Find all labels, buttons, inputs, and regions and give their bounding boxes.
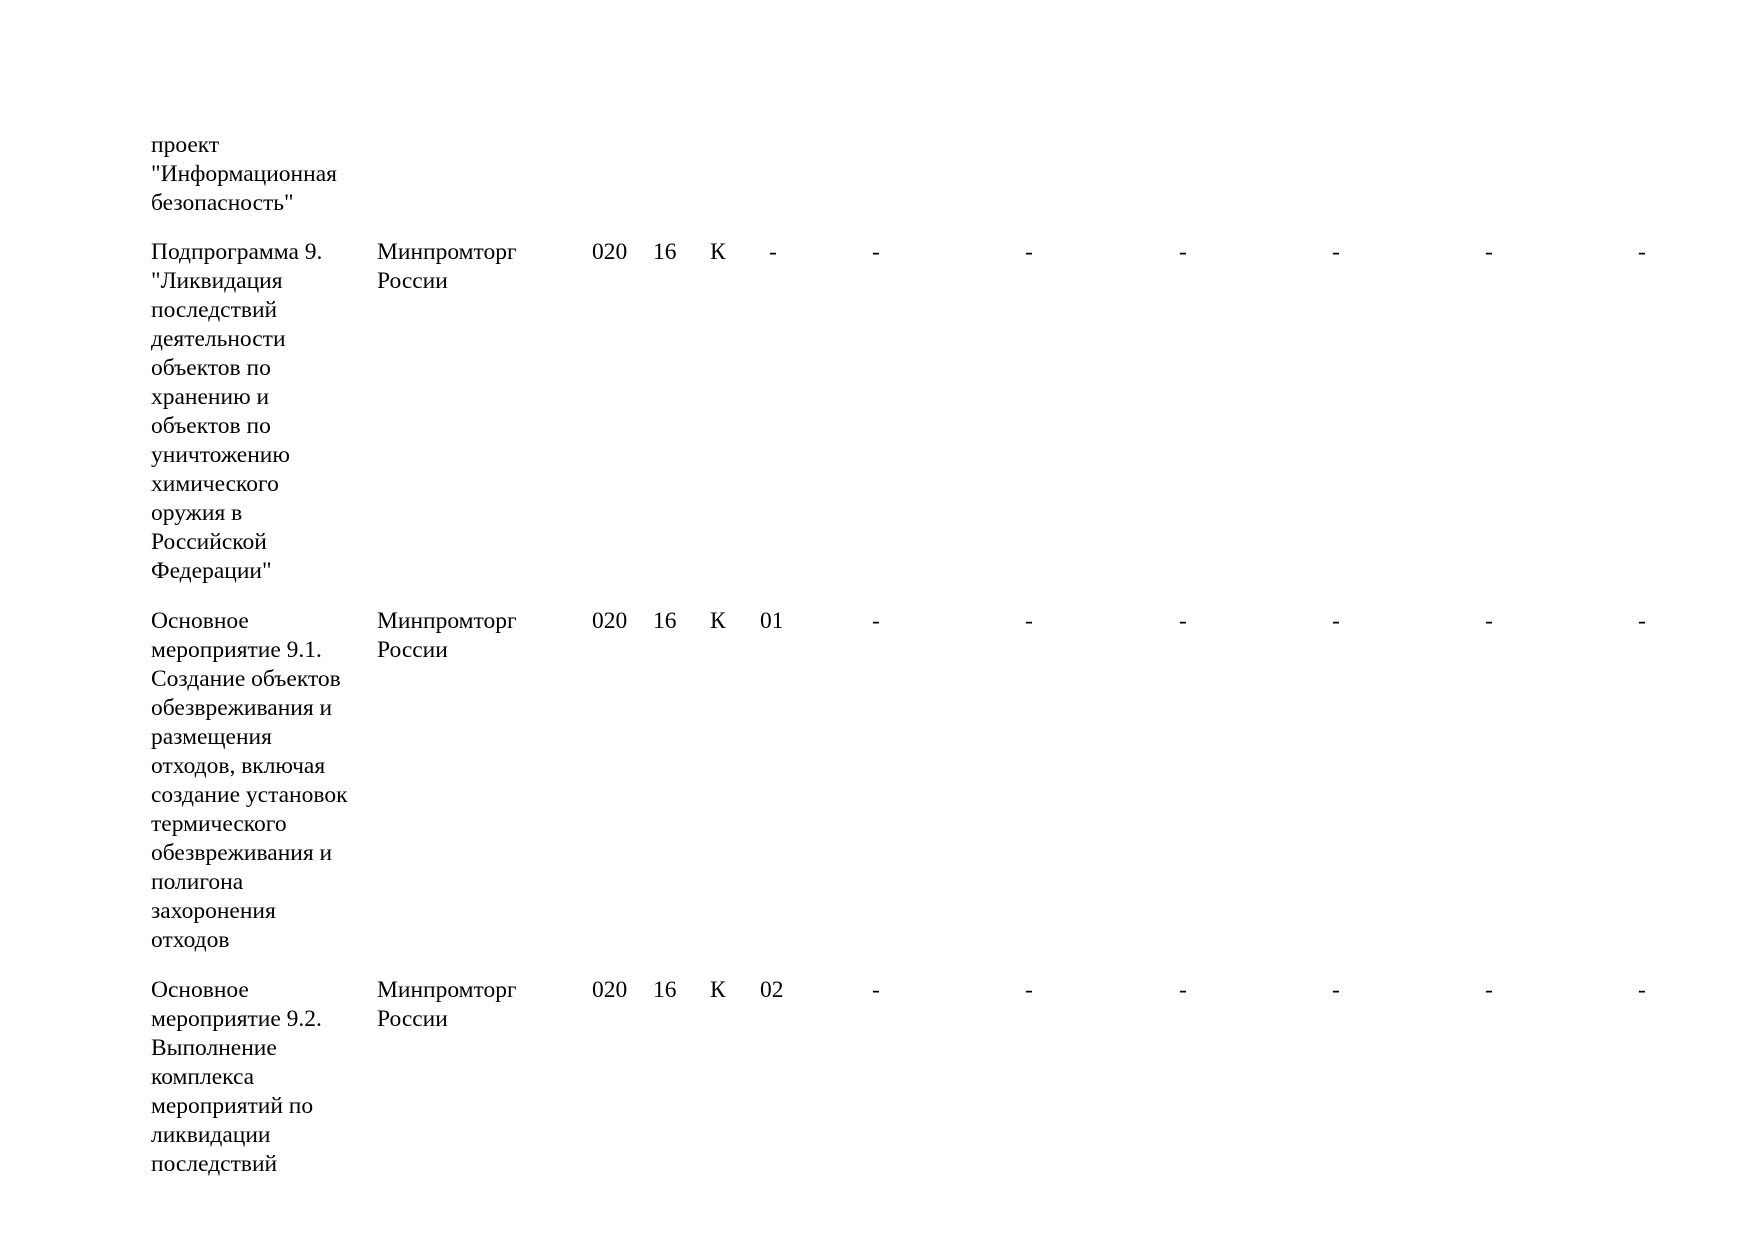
executor-line: России: [377, 268, 448, 294]
row-3-gp-cell: 16: [653, 977, 677, 1003]
row-3-value-cell: -: [1025, 977, 1033, 1003]
name-line: оружия в: [151, 500, 243, 526]
name-line: комплекса: [151, 1064, 255, 1090]
name-line: уничтожению: [151, 442, 290, 468]
row-3-om-cell: 02: [760, 977, 784, 1003]
row-3-value-cell: -: [1179, 977, 1187, 1003]
name-line: "Ликвидация: [151, 268, 283, 294]
row-3-executor-cell: [377, 976, 517, 1034]
name-line: обезвреживания и: [151, 840, 333, 866]
row-1-om-cell: -: [769, 239, 777, 265]
row-1-pgp-cell: К: [710, 239, 726, 265]
name-line: Основное: [151, 608, 249, 634]
name-line: ликвидации: [151, 1122, 271, 1148]
executor-line: Минпромторг: [377, 239, 517, 265]
row-1-grbs-cell: 020: [592, 239, 628, 265]
executor-line: Минпромторг: [377, 977, 517, 1003]
name-line: Федерации": [151, 558, 272, 584]
row-2-value-cell: -: [1179, 608, 1187, 634]
name-line: мероприятие 9.1.: [151, 637, 322, 663]
fragment-line: безопасность": [151, 190, 294, 216]
row-1-value-cell: -: [1025, 239, 1033, 265]
row-3-grbs-cell: 020: [592, 977, 628, 1003]
name-line: создание установок: [151, 782, 348, 808]
row-1-value-cell: -: [872, 239, 880, 265]
row-2-value-cell: -: [872, 608, 880, 634]
row-2-name-cell: [151, 607, 347, 955]
row-3-value-cell: -: [1485, 977, 1493, 1003]
row-2-pgp-cell: К: [710, 608, 726, 634]
row-3-value-cell: -: [1638, 977, 1646, 1003]
name-line: термического: [151, 811, 287, 837]
name-line: мероприятие 9.2.: [151, 1006, 322, 1032]
name-line: хранению и: [151, 384, 270, 410]
row-3-name-cell: [151, 976, 322, 1179]
executor-line: Минпромторг: [377, 608, 517, 634]
row-1-value-cell: -: [1485, 239, 1493, 265]
row-2-grbs-cell: 020: [592, 608, 628, 634]
row-2-value-cell: -: [1332, 608, 1340, 634]
row-2-om-cell: 01: [760, 608, 784, 634]
row-1-executor-cell: [377, 238, 517, 296]
name-line: отходов: [151, 927, 230, 953]
row-3-value-cell: -: [872, 977, 880, 1003]
name-line: мероприятий по: [151, 1093, 314, 1119]
executor-line: России: [377, 1006, 448, 1032]
name-line: деятельности: [151, 326, 286, 352]
fragment-line: проект: [151, 132, 220, 158]
name-line: захоронения: [151, 898, 276, 924]
name-line: отходов, включая: [151, 753, 326, 779]
name-line: Подпрограмма 9.: [151, 239, 323, 265]
row-1-value-cell: -: [1179, 239, 1187, 265]
fragment-line: "Информационная: [151, 161, 337, 187]
name-line: Создание объектов: [151, 666, 341, 692]
name-line: последствий: [151, 1151, 278, 1177]
fragment-name-cell: [151, 131, 337, 218]
row-3-pgp-cell: К: [710, 977, 726, 1003]
row-2-value-cell: -: [1485, 608, 1493, 634]
row-1-value-cell: -: [1332, 239, 1340, 265]
row-1-value-cell: -: [1638, 239, 1646, 265]
name-line: Основное: [151, 977, 249, 1003]
name-line: обезвреживания и: [151, 695, 333, 721]
row-2-executor-cell: [377, 607, 517, 665]
name-line: полигона: [151, 869, 244, 895]
name-line: объектов по: [151, 355, 271, 381]
row-1-name-cell: [151, 238, 322, 586]
name-line: Выполнение: [151, 1035, 277, 1061]
row-2-value-cell: -: [1638, 608, 1646, 634]
name-line: размещения: [151, 724, 272, 750]
row-1-gp-cell: 16: [653, 239, 677, 265]
name-line: химического: [151, 471, 279, 497]
name-line: Российской: [151, 529, 267, 555]
executor-line: России: [377, 637, 448, 663]
row-2-gp-cell: 16: [653, 608, 677, 634]
row-2-value-cell: -: [1025, 608, 1033, 634]
name-line: последствий: [151, 297, 278, 323]
row-3-value-cell: -: [1332, 977, 1340, 1003]
name-line: объектов по: [151, 413, 271, 439]
